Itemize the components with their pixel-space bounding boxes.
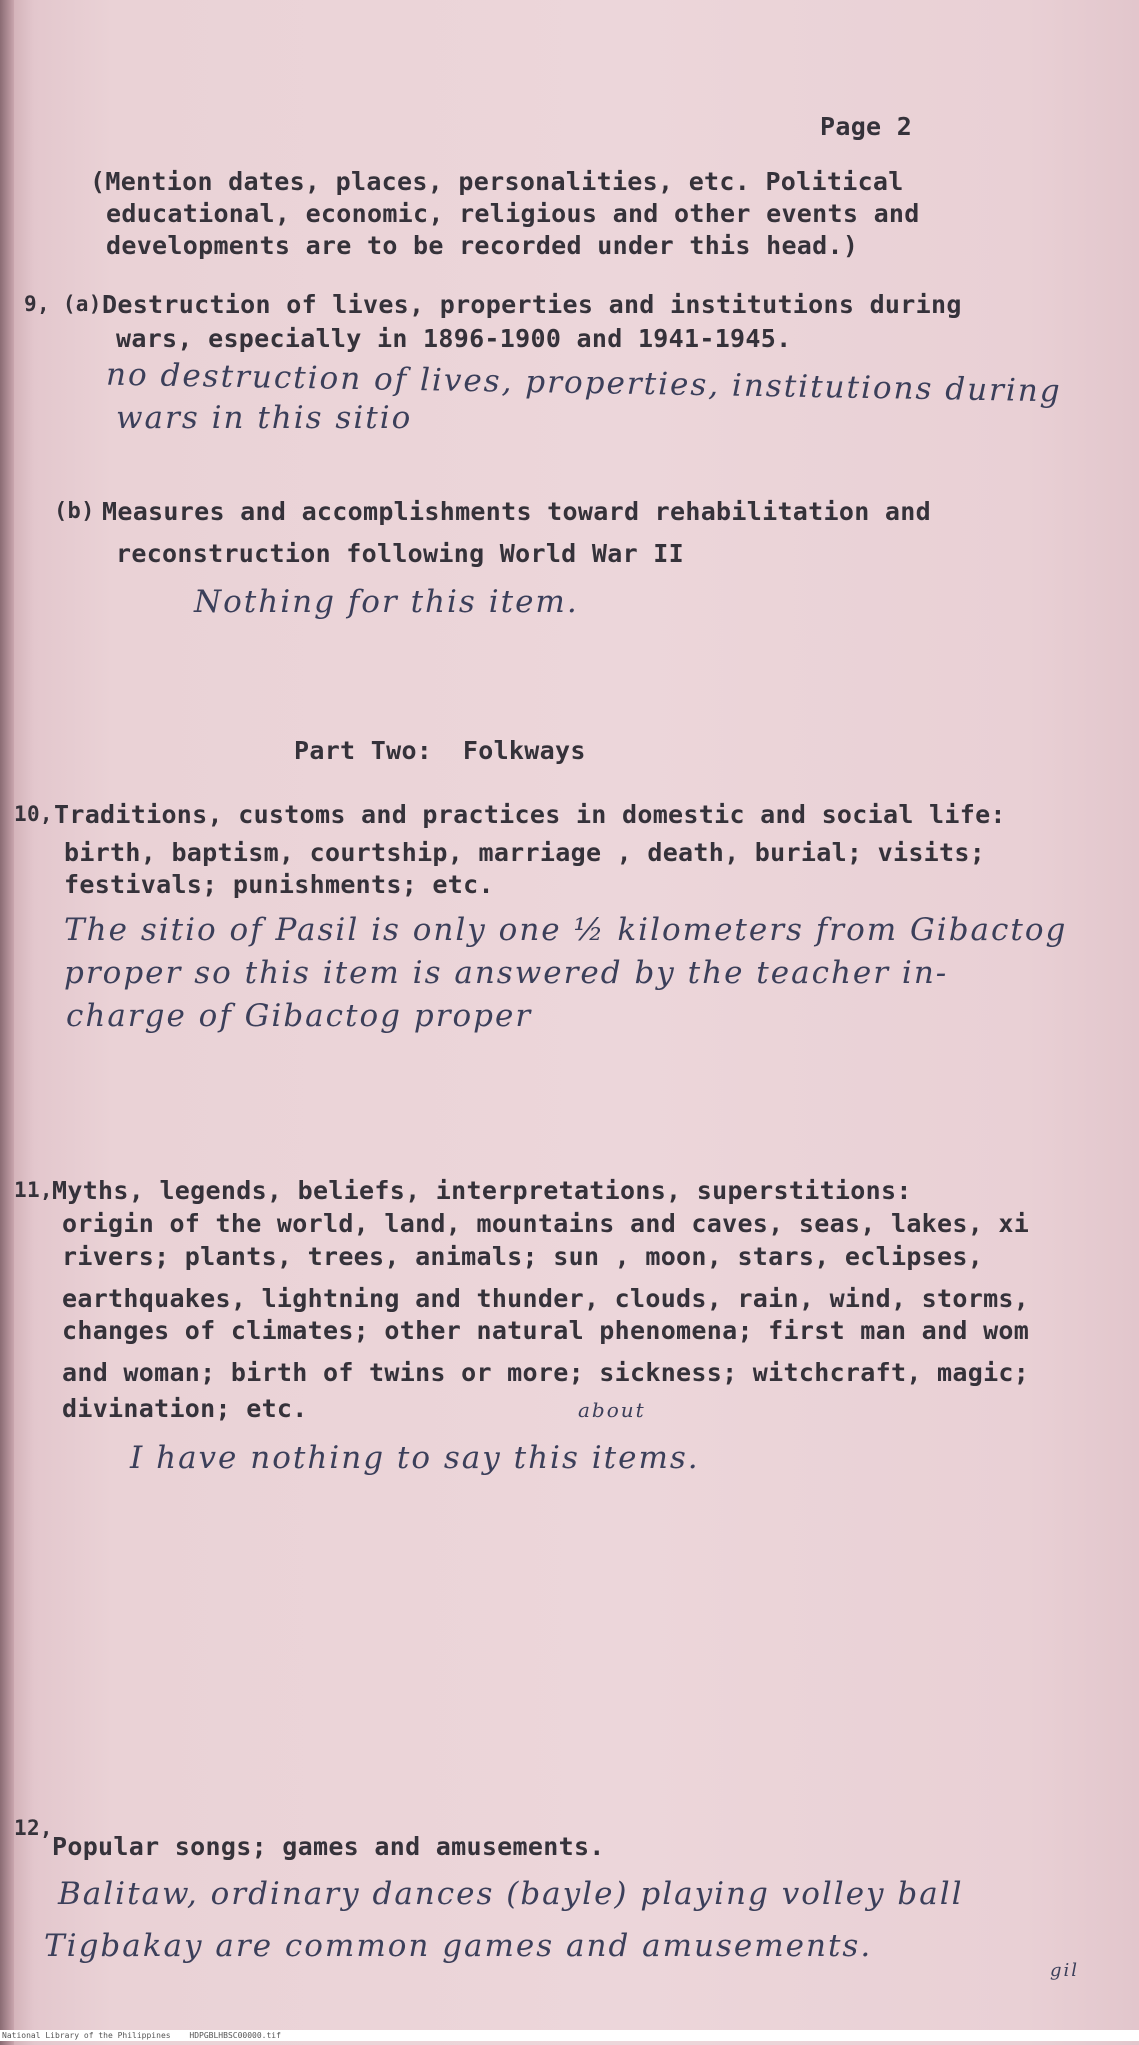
item-9a-answer-line-1: no destruction of lives, properties, institutions during (105, 356, 1062, 410)
item-12-answer-line-2: Tigbakay are common games and amusements. (44, 1928, 873, 1964)
part-two-heading: Part Two: Folkways (294, 736, 586, 765)
item-10-line-2: birth, baptism, courtship, marriage , death, burial; visits; (64, 838, 986, 867)
item-10-number: 10, (14, 802, 53, 826)
item-12-line: Popular songs; games and amusements. (52, 1832, 605, 1861)
footer-filename: HDPGBLHBSC00000.tif (189, 2031, 281, 2040)
item-9a-line-1: Destruction of lives, properties and institutions during (102, 290, 962, 319)
item-9a-number: 9, (a) (24, 292, 102, 316)
item-11-line-6: and woman; birth of twins or more; sickness; witchcraft, magic; (62, 1358, 1030, 1387)
bleed-through-text (60, 445, 802, 470)
item-10-line-1: Traditions, customs and practices in domestic and social life: (54, 800, 1006, 829)
intro-line-2: educational, economic, religious and other events and (106, 199, 920, 228)
item-11-line-1: Myths, legends, beliefs, interpretations, superstitions: (52, 1176, 912, 1205)
item-10-answer-line-3: charge of Gibactog proper (66, 998, 533, 1034)
item-12-number: 12, (14, 1816, 53, 1840)
item-11-line-3: rivers; plants, trees, animals; sun , moon, stars, eclipses, (62, 1242, 984, 1271)
item-11-line-2: origin of the world, land, mountains and caves, seas, lakes, xi (62, 1209, 1030, 1238)
item-11-line-7: divination; etc. (62, 1394, 308, 1423)
item-11-line-5: changes of climates; other natural phenomena; first man and wom (62, 1316, 1030, 1345)
footer-source: National Library of the Philippines (2, 2031, 171, 2040)
item-9b-line-2: reconstruction following World War II (116, 539, 684, 568)
item-12-answer-line-1: Balitaw, ordinary dances (bayle) playing volley ball (58, 1876, 964, 1912)
item-10-answer-line-2: proper so this item is answered by the teacher in- (64, 955, 949, 991)
item-11-answer-caret: about (578, 1398, 646, 1422)
intro-line-3: developments are to be recorded under this head.) (106, 231, 859, 260)
item-11-answer: I have nothing to say this items. (130, 1440, 700, 1476)
item-9b-number: (b) (54, 499, 95, 524)
page-binding-edge (0, 0, 14, 2045)
intro-line-1: (Mention dates, places, personalities, etc. Political (90, 167, 904, 196)
item-11-line-4: earthquakes, lightning and thunder, clouds, rain, wind, storms, (62, 1284, 1030, 1313)
item-9b-line-1: Measures and accomplishments toward rehabilitation and (102, 497, 931, 526)
item-11-number: 11, (14, 1178, 53, 1202)
page-label: Page 2 (820, 112, 913, 141)
item-10-line-3: festivals; punishments; etc. (64, 870, 494, 899)
item-9b-answer: Nothing for this item. (194, 584, 579, 620)
scan-footer (0, 2030, 1139, 2041)
item-10-answer-line-1: The sitio of Pasil is only one ½ kilometers from Gibactog (64, 912, 1068, 948)
item-9a-answer-line-2: wars in this sitio (116, 400, 413, 436)
corner-initials: gil (1050, 1960, 1080, 1981)
item-9a-line-2: wars, especially in 1896-1900 and 1941-1945. (116, 324, 792, 353)
